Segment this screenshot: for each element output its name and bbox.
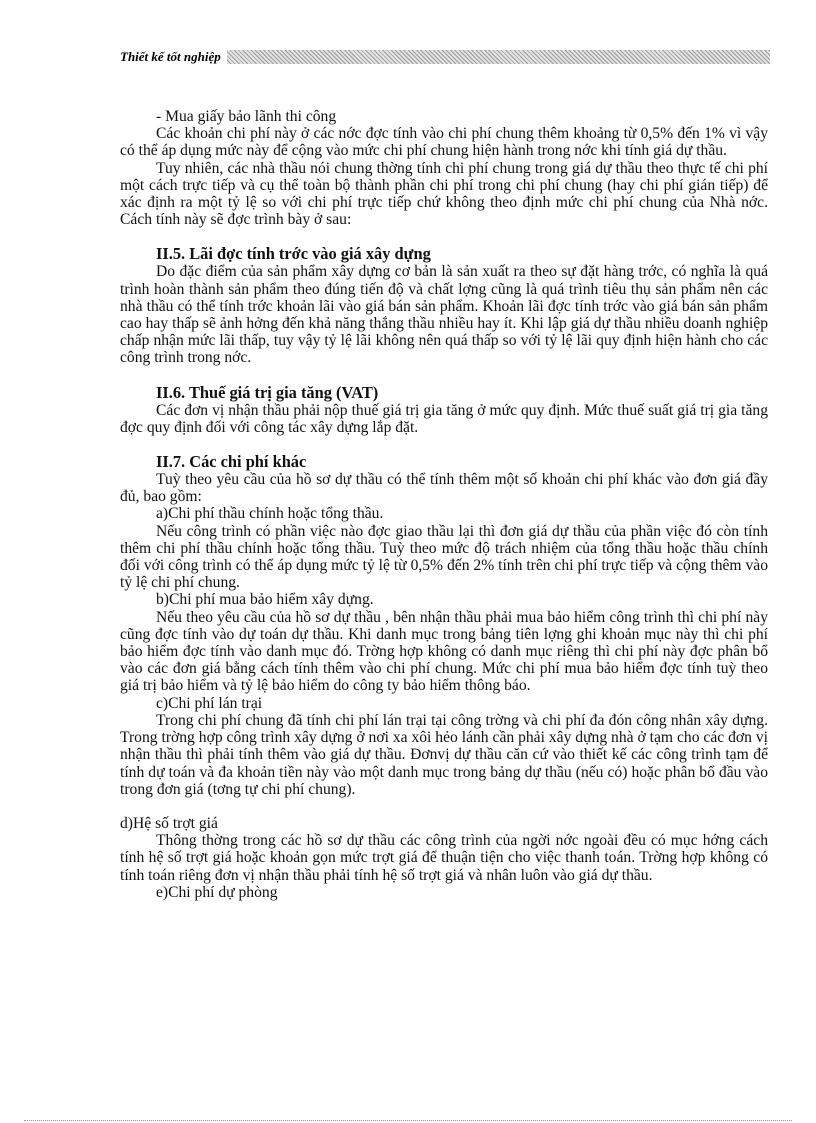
heading-section-2-6: II.6. Thuế giá trị gia tăng (VAT)	[156, 382, 379, 402]
paragraph-other-costs-intro: Tuỳ theo yêu cầu của hồ sơ dự thầu có thể tính thêm một số khoản chi phí khác vào đơn giá đầy đủ, bao gồm:	[120, 471, 768, 506]
footer-dotted-rule	[24, 1120, 792, 1121]
paragraph-item-a: Nếu công trình có phần việc nào đợc giao thầu lại thì đơn giá dự thầu của phần việc đó còn tính thêm chi phí thầu chính hoặc tổng thầu. Tuỳ theo mức độ trách nhiệm của tổng thầu hoặc thầu chính đối với công trình có thể áp dụng mức tỷ lệ từ 0,5% đến 2% tính trên chi phí trực tiếp và cộng thêm vào tỷ lệ chi phí chung.	[120, 522, 768, 592]
paragraph-guarantee-item: - Mua giấy bảo lãnh thi công	[156, 108, 337, 125]
paragraph-foreign-cost-rate: Các khoản chi phí này ở các nớc đợc tính vào chi phí chung thêm khoảng từ 0,5% đến 1% vì vậy có thể áp dụng mức này để cộng vào mức chi phí chung hiện hành trong nớc khi tính giá dự thầu.	[120, 125, 768, 160]
item-e-title: e)Chi phí dự phòng	[156, 883, 278, 901]
paragraph-vat: Các đơn vị nhận thầu phải nộp thuế giá trị gia tăng ở mức quy định. Mức thuế suất giá trị gia tăng đợc quy định đối với công tác xây dựng lắp đặt.	[120, 401, 768, 436]
item-a-title: a)Chi phí thầu chính hoặc tổng thầu.	[156, 505, 384, 523]
document-body	[120, 108, 768, 901]
header-title: Thiết kế tốt nghiệp	[120, 50, 227, 64]
item-d-title: d)Hệ số trợt giá	[120, 814, 218, 832]
item-c-title: c)Chi phí lán trại	[156, 694, 263, 712]
heading-section-2-7: II.7. Các chi phí khác	[156, 452, 307, 472]
paragraph-profit: Do đặc điểm của sản phẩm xây dựng cơ bản là sản xuất ra theo sự đặt hàng trớc, có nghĩa là quá trình hoàn thành sản phẩm theo đúng tiến độ và chất lợng cũng là quá trình tiêu thụ sản phẩm nên các nhà thầu có thể tính trớc khoản lãi vào giá bán sản phẩm. Khoản lãi đợc tính trớc vào giá bán sản phẩm cao hay thấp sẽ ảnh hởng đến khả năng thắng thầu nhiều hay ít. Khi lập giá dự thầu nhiều doanh nghiệp chấp nhận mức lãi thấp, tuy vậy tỷ lệ lãi không nên quá thấp so với tỷ lệ lãi quy định hiện hành cho các công trình trong nớc.	[120, 263, 768, 367]
paragraph-general-cost-practice: Tuy nhiên, các nhà thầu nói chung thờng tính chi phí chung trong giá dự thầu theo thực tế chi phí một cách trực tiếp và cụ thể toàn bộ thành phần chi phí trong chi phí chung (hay chi phí gián tiếp) để xác định ra một tỷ lệ so với chi phí trực tiếp chứ không theo định mức chi phí chung của Nhà nớc. Cách tính này sẽ đợc trình bày ở sau:	[120, 159, 768, 229]
heading-section-2-5: II.5. Lãi đợc tính trớc vào giá xây dựng	[156, 244, 431, 264]
paragraph-item-c: Trong chi phí chung đã tính chi phí lán trại tại công trờng và chi phí đa đón công nhân xây dựng. Trong trờng hợp công trình xây dựng ở nơi xa xôi hẻo lánh cần phải xây dựng nhà ở tạm cho các đơn vị nhận thầu thì phải tính thêm vào giá dự thầu. Đơnvị dự thầu căn cứ vào thiết kế các công trình tạm để tính dự toán và đa khoản tiền này vào một danh mục trong bảng dự thầu (nếu có) hoặc phân bổ đầu vào trong đơn giá (tơng tự chi phí chung).	[120, 711, 768, 798]
item-b-title: b)Chi phí mua bảo hiểm xây dựng.	[156, 591, 374, 609]
paragraph-item-d: Thông thờng trong các hồ sơ dự thầu các công trình của ngời nớc ngoài đều có mục hớng cách tính hệ số trợt giá hoặc khoản gọn mức trợt giá để thuận tiện cho việc thanh toán. Trờng hợp không có tính toán riêng đơn vị nhận thầu phải tính hệ số trợt giá và nhân luôn vào giá dự thầu.	[120, 832, 768, 884]
paragraph-item-b: Nếu theo yêu cầu của hồ sơ dự thầu , bên nhận thầu phải mua bảo hiểm công trình thì chi phí này cũng đợc tính vào dự toán dự thầu. Khi danh mục trong bảng tiên lợng ghi khoản mục này thì chi phí bảo hiểm đợc tính vào danh mục đó. Trờng hợp không có danh mục riêng thì chi phí này đợc phân bổ vào các đơn giá bằng cách tính thêm vào chi phí chung. Mức chi phí mua bảo hiểm đợc tính tuỳ theo giá trị bảo hiểm và tỷ lệ bảo hiểm do công ty bảo hiểm thông báo.	[120, 608, 768, 695]
